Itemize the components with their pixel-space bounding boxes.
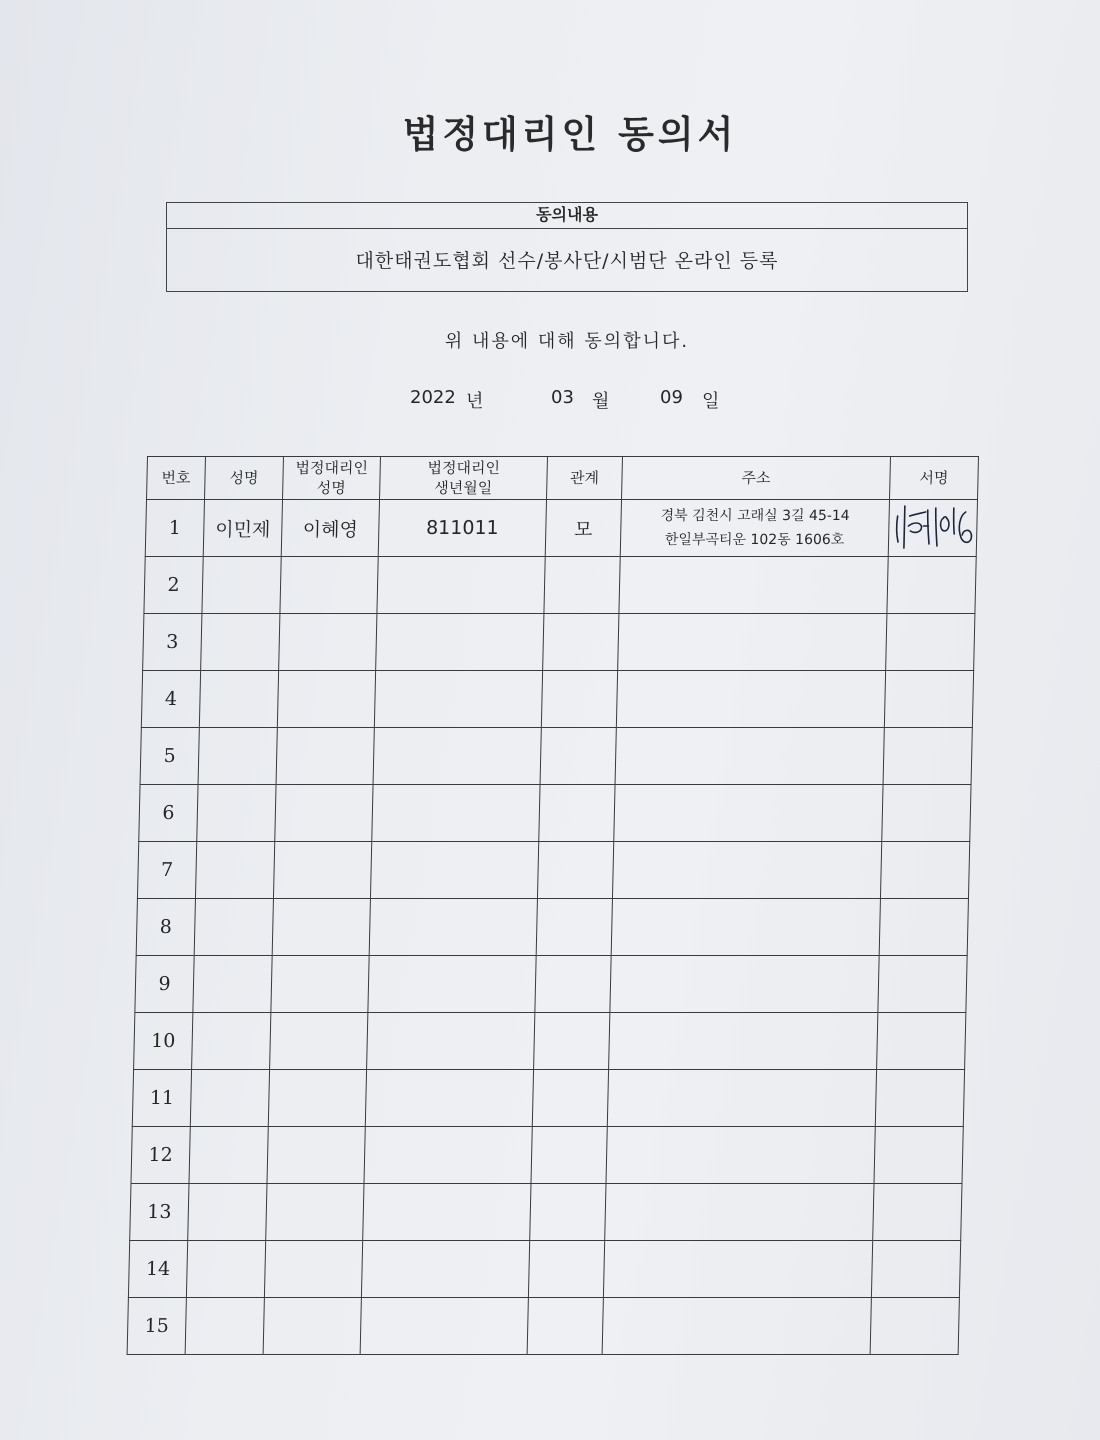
header-guardian-name-line1: 법정대리인 xyxy=(295,459,369,477)
date-month-unit: 월 xyxy=(592,391,610,412)
row-no: 12 xyxy=(131,1127,190,1184)
row-no: 6 xyxy=(139,785,198,842)
row-signature xyxy=(888,500,977,557)
row-name: 이민제 xyxy=(203,500,282,557)
row-address-line2: 한일부곡티운 102동 1606호 xyxy=(664,532,845,548)
row-no: 10 xyxy=(134,1013,193,1070)
table-row xyxy=(144,557,976,614)
header-guardian-birth-line2: 생년월일 xyxy=(434,479,493,497)
table-row xyxy=(132,1070,964,1127)
row-guardian-name: 이혜영 xyxy=(281,500,379,557)
header-guardian-name xyxy=(283,457,381,500)
handwritten-signature xyxy=(891,502,982,550)
table-row xyxy=(130,1184,962,1241)
row-no: 15 xyxy=(127,1298,186,1355)
date-month: 03 xyxy=(551,387,574,408)
row-no: 4 xyxy=(141,671,200,728)
document-title: 법정대리인 동의서 xyxy=(402,113,738,156)
table-row xyxy=(134,1013,966,1070)
date-year-unit: 년 xyxy=(466,391,484,412)
header-guardian-birth xyxy=(380,457,548,500)
table-row xyxy=(139,785,971,842)
row-guardian-birth: 811011 xyxy=(378,500,546,557)
row-no: 2 xyxy=(144,557,203,614)
row-address xyxy=(620,500,889,557)
table-row xyxy=(127,1298,959,1355)
table-row xyxy=(140,728,972,785)
header-no: 번호 xyxy=(147,457,206,500)
table-row xyxy=(143,614,975,671)
consent-box xyxy=(166,202,968,292)
header-address: 주소 xyxy=(622,457,891,500)
row-address-line1: 경북 김천시 고래실 3길 45-14 xyxy=(660,508,850,524)
table-row xyxy=(136,899,968,956)
header-guardian-name-line2: 성명 xyxy=(316,479,346,497)
row-no: 7 xyxy=(137,842,196,899)
row-no: 9 xyxy=(135,956,194,1013)
table-row xyxy=(145,500,977,557)
table-row xyxy=(141,671,973,728)
row-no: 5 xyxy=(140,728,199,785)
table-row xyxy=(131,1127,963,1184)
header-signature: 서명 xyxy=(890,457,979,500)
row-no: 1 xyxy=(145,500,204,557)
row-no: 14 xyxy=(128,1241,187,1298)
table-row xyxy=(128,1241,960,1298)
header-name: 성명 xyxy=(205,457,284,500)
header-relation: 관계 xyxy=(547,457,623,500)
row-no: 13 xyxy=(130,1184,189,1241)
table-header-row xyxy=(147,457,979,500)
date-year: 2022 xyxy=(410,387,456,408)
table-row xyxy=(137,842,969,899)
guardian-table-wrap xyxy=(127,456,978,1350)
consent-header: 동의내용 xyxy=(167,203,967,229)
row-relation: 모 xyxy=(545,500,621,557)
consent-content: 대한태권도협회 선수/봉사단/시범단 온라인 등록 xyxy=(355,250,779,272)
agreement-statement: 위 내용에 대해 동의합니다. xyxy=(444,331,690,352)
table-row xyxy=(135,956,967,1013)
date-day: 09 xyxy=(660,387,683,408)
row-no: 8 xyxy=(136,899,195,956)
header-guardian-birth-line1: 법정대리인 xyxy=(427,459,501,477)
guardian-table xyxy=(127,456,979,1355)
row-no: 3 xyxy=(143,614,202,671)
date-day-unit: 일 xyxy=(702,391,720,412)
row-no: 11 xyxy=(132,1070,191,1127)
